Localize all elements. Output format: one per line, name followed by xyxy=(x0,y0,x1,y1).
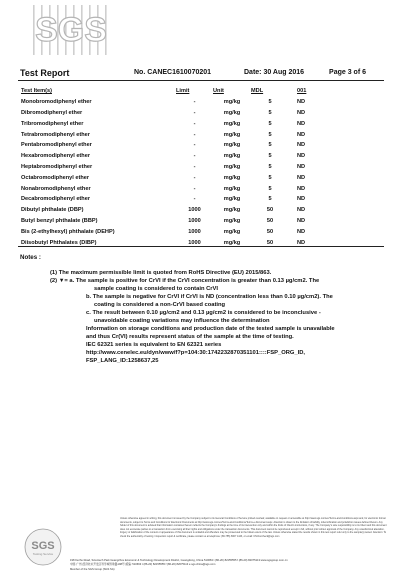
results-table xyxy=(21,86,321,248)
result-cell: ND xyxy=(297,109,306,116)
mdl-cell: 50 xyxy=(266,207,274,214)
sgs-footer-logo xyxy=(24,528,62,566)
limit-cell: - xyxy=(193,109,196,116)
result-cell: ND xyxy=(297,196,306,203)
result-cell: ND xyxy=(297,153,306,160)
limit-cell: - xyxy=(193,163,196,170)
table-row xyxy=(21,226,321,237)
note-line: IEC 62321 series is equivalent to EN 62321 series xyxy=(86,342,222,348)
test-item-cell: Hexabromodiphenyl ether xyxy=(21,153,91,160)
result-cell: ND xyxy=(297,120,306,127)
result-cell: ND xyxy=(297,142,306,149)
table-header-row xyxy=(21,86,321,97)
address-english: 198 Kezhu Road, Scientech Park Guangzhou Economic & Technology Development District, Guangdong, China 510663 t (86-20) 82155555 f (86-20) 82075113 www.sgsgroup.com.cn xyxy=(70,559,288,562)
table-row xyxy=(21,118,321,129)
sgs-footer-logo-graphic xyxy=(24,528,62,566)
note-line: http://www.cenelec.eu/dyn/www/f?p=104:30:1742232870351101::::FSP_ORG_ID, xyxy=(86,350,306,356)
mdl-cell: 5 xyxy=(268,196,272,203)
table-row xyxy=(21,183,321,194)
mdl-cell: 5 xyxy=(268,142,272,149)
limit-cell: - xyxy=(193,99,196,106)
note-line: FSP_LANG_ID:1258637,25 xyxy=(86,358,159,364)
note-line: (2) ▼= a. The sample is positive for CrVI if the CrVI concentration is greater than 0.13 µg/cm2. The xyxy=(50,278,320,284)
test-item-cell: Decabromodiphenyl ether xyxy=(21,196,91,203)
result-cell: ND xyxy=(297,131,306,138)
note-line: c. The result between 0.10 µg/cm2 and 0.13 µg/cm2 is considered to be inconclusive - xyxy=(86,310,321,316)
result-cell: ND xyxy=(297,99,306,106)
table-row xyxy=(21,151,321,162)
limit-cell: 1000 xyxy=(188,228,201,235)
note-line: (1) The maximum permissible limit is quoted from RoHS Directive (EU) 2015/863. xyxy=(50,270,272,276)
table-divider xyxy=(18,246,384,247)
note-line: and thus Cr(VI) results represent status of the sample at the time of testing. xyxy=(86,334,294,340)
header-divider xyxy=(18,80,384,81)
test-item-cell: Heptabromodiphenyl ether xyxy=(21,163,93,170)
result-cell: ND xyxy=(297,163,306,170)
test-item-cell: Tetrabromodiphenyl ether xyxy=(21,131,90,138)
sgs-logo xyxy=(27,4,115,56)
unit-cell: mg/kg xyxy=(223,239,241,246)
report-header xyxy=(20,69,384,79)
footer-disclaimer xyxy=(120,517,390,538)
footer-logo-text: SGS xyxy=(31,540,55,552)
test-item-cell: Dibromodiphenyl ether xyxy=(21,109,83,116)
authenticity-notice: Attention: To check the authenticity of testing / inspection report & certificate, please contact us at telephone: (86-755) 8307 1443, or email: CN.Doccheck@sgs.com xyxy=(120,531,387,538)
address-chinese: 中国·广州·经济技术开发区科学城科珠路198号 邮编: 510663 t (86-20) 82155555 f (86-20) 82075113 e sgs.china@sgs.com xyxy=(70,563,216,567)
mdl-cell: 5 xyxy=(268,120,272,127)
limit-cell: - xyxy=(193,185,196,192)
mdl-cell: 5 xyxy=(268,163,272,170)
notes-lines xyxy=(20,269,390,365)
test-item-cell: Bis (2-ethylhexyl) phthalate (DEHP) xyxy=(21,228,115,235)
unit-cell: mg/kg xyxy=(223,142,241,149)
unit-cell: mg/kg xyxy=(223,196,241,203)
mdl-cell: 5 xyxy=(268,185,272,192)
table-row xyxy=(21,216,321,227)
report-title: Test Report xyxy=(20,68,70,78)
column-header-limit: Limit xyxy=(176,88,190,95)
result-cell: ND xyxy=(297,174,306,181)
test-item-cell: Diisobutyl Phthalates (DIBP) xyxy=(21,239,97,246)
limit-cell: 1000 xyxy=(188,217,201,224)
unit-cell: mg/kg xyxy=(223,153,241,160)
limit-cell: - xyxy=(193,174,196,181)
notes-label: Notes : xyxy=(20,254,41,261)
table-row xyxy=(21,205,321,216)
unit-cell: mg/kg xyxy=(223,131,241,138)
test-item-cell: Dibutyl phthalate (DBP) xyxy=(21,207,84,214)
test-item-cell: Octabromodiphenyl ether xyxy=(21,174,90,181)
limit-cell: - xyxy=(193,131,196,138)
column-header-mdl: MDL xyxy=(251,88,264,95)
unit-cell: mg/kg xyxy=(223,207,241,214)
note-line: unavoidable coating variations may influence the determination xyxy=(94,318,270,324)
mdl-cell: 5 xyxy=(268,174,272,181)
note-line: b. The sample is negative for CrVI if CrVI is ND (concentration less than 0.10 µg/cm2). The xyxy=(86,294,333,300)
footer-logo-subtext: Testing Service xyxy=(32,552,54,556)
note-line: Information on storage conditions and production date of the tested sample is unavailable xyxy=(86,326,335,332)
limit-cell: - xyxy=(193,120,196,127)
limit-cell: 1000 xyxy=(188,207,201,214)
column-header-unit: Unit xyxy=(213,88,224,95)
limit-cell: - xyxy=(193,153,196,160)
unit-cell: mg/kg xyxy=(223,99,241,106)
column-header-test-item: Test Item(s) xyxy=(21,88,52,95)
unit-cell: mg/kg xyxy=(223,185,241,192)
result-cell: ND xyxy=(297,185,306,192)
test-item-cell: Monobromodiphenyl ether xyxy=(21,99,92,106)
table-row xyxy=(21,97,321,108)
test-item-cell: Tribromodiphenyl ether xyxy=(21,120,84,127)
report-date: Date: 30 Aug 2016 xyxy=(244,69,305,76)
column-header-sample-001: 001 xyxy=(297,88,307,95)
result-cell: ND xyxy=(297,228,306,235)
result-cell: ND xyxy=(297,239,306,246)
notes-section xyxy=(20,254,390,365)
mdl-cell: 5 xyxy=(268,153,272,160)
mdl-cell: 5 xyxy=(268,99,272,106)
unit-cell: mg/kg xyxy=(223,217,241,224)
report-number: No. CANEC1610070201 xyxy=(134,69,212,76)
table-row xyxy=(21,162,321,173)
mdl-cell: 5 xyxy=(268,131,272,138)
result-cell: ND xyxy=(297,217,306,224)
test-item-cell: Nonabromodiphenyl ether xyxy=(21,185,91,192)
unit-cell: mg/kg xyxy=(223,120,241,127)
table-row xyxy=(21,172,321,183)
table-row xyxy=(21,108,321,119)
result-cell: ND xyxy=(297,207,306,214)
table-row xyxy=(21,194,321,205)
mdl-cell: 5 xyxy=(268,109,272,116)
unit-cell: mg/kg xyxy=(223,174,241,181)
disclaimer-text: Unless otherwise agreed in writing, this document is issued by the Company subject to its General Conditions of Service printed overleaf, available on request or accessible at http://www.sgs.com/en/Terms-and-Conditions.aspx and, for electronic format documents, subject to Terms and Conditions for Electronic Documents at http://www.sgs.com/en/Terms-and-Conditions/Terms-e-Document.aspx. Attention is drawn to the limitation of liability, indemnification and jurisdiction issues defined therein. Any holder of this document is advised that information contained hereon reflects the Company's findings at the time of its intervention only and within the limits of Client's instructions, if any. The Company's sole responsibility is to its Client and this document does not exonerate parties to a transaction from exercising all their rights and obligations under the transaction documents. This document cannot be reproduced except in full, without prior written approval of the Company. Any unauthorized alteration, forgery or falsification of the content or appearance of this document is unlawful and offenders may be prosecuted to the fullest extent of the law. Unless otherwise stated the results shown in this test report refer only to the sample(s) tested. xyxy=(120,517,387,534)
mdl-cell: 50 xyxy=(266,239,274,246)
test-item-cell: Pentabromodiphenyl ether xyxy=(21,142,92,149)
limit-cell: - xyxy=(193,142,196,149)
note-line: coating is considered a non-CrVI based coating xyxy=(94,302,226,308)
page-number: Page 3 of 6 xyxy=(329,69,366,76)
group-membership: Member of the SGS Group (SGS SA) xyxy=(70,567,115,571)
limit-cell: - xyxy=(193,196,196,203)
unit-cell: mg/kg xyxy=(223,163,241,170)
note-line: sample coating is considered to contain CrVI xyxy=(94,286,219,292)
unit-cell: mg/kg xyxy=(223,228,241,235)
mdl-cell: 50 xyxy=(266,228,274,235)
footer-address xyxy=(70,559,390,572)
sgs-logo-text: SGS xyxy=(35,11,107,49)
unit-cell: mg/kg xyxy=(223,109,241,116)
table-row xyxy=(21,140,321,151)
sgs-logo-graphic xyxy=(27,4,115,56)
test-item-cell: Butyl benzyl phthalate (BBP) xyxy=(21,217,98,224)
table-row xyxy=(21,129,321,140)
mdl-cell: 50 xyxy=(266,217,274,224)
limit-cell: 1000 xyxy=(188,239,201,246)
